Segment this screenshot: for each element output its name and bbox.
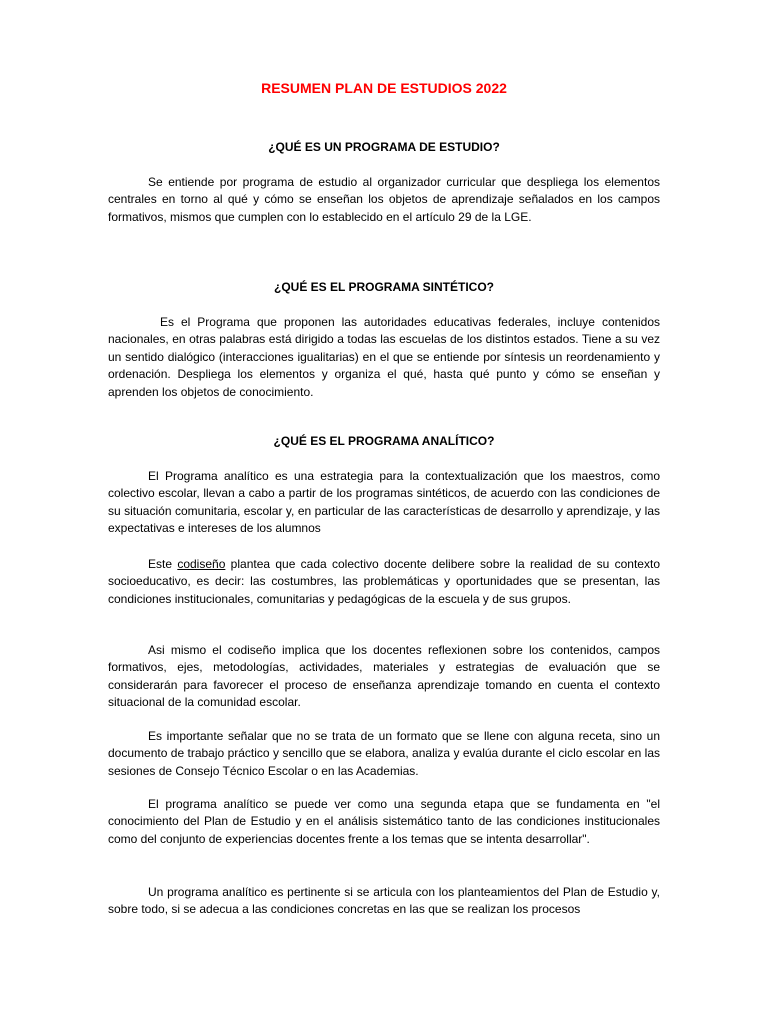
paragraph-codiseno-reflexion: Asi mismo el codiseño implica que los docentes reflexionen sobre los contenidos, campos formativos, ejes, metodologías, actividades, materiales y estrategias de evaluación que se considerarán para favorecer el proceso de enseñanza aprendizaje tomando en cuenta el contexto situacional de la comunidad escolar. bbox=[108, 643, 660, 710]
paragraph-pertinencia: Un programa analítico es pertinente si se articula con los planteamientos del Plan de Estudio y, sobre todo, si se adecua a las condiciones concretas en las que se realizan los procesos bbox=[108, 885, 660, 917]
paragraph-segunda-etapa: El programa analítico se puede ver como una segunda etapa que se fundamenta en "el conocimiento del Plan de Estudio y en el análisis sistemático tanto de las condiciones institucionales como del conjunto de experiencias docentes frente a los temas que se intenta desarrollar". bbox=[108, 797, 660, 846]
paragraph-analitico-definicion: El Programa analítico es una estrategia para la contextualización que los maestros, como colectivo escolar, llevan a cabo a partir de los programas sintéticos, de acuerdo con las condiciones de su situación comunitaria, escolar y, en particular de las características de desarrollo y aprendizaje, y las expectativas e intereses de los alumnos bbox=[108, 469, 660, 536]
section-heading-programa-de-estudio: ¿QUÉ ES UN PROGRAMA DE ESTUDIO? bbox=[268, 140, 500, 154]
paragraph-programa-de-estudio: Se entiende por programa de estudio al organizador curricular que despliega los elementos centrales en torno al qué y cómo se enseñan los objetos de aprendizaje señalados en los campos formativos, mismos que cumplen con lo establecido en el artículo 29 de la LGE. bbox=[108, 175, 660, 224]
paragraph-codiseno-rest: plantea que cada colectivo docente delibere sobre la realidad de su contexto socioeducativo, es decir: las costumbres, las problemáticas y oportunidades que se presentan, las condiciones institucionales, comunitarias y pedagógicas de la escuela y de sus grupos. bbox=[108, 557, 660, 606]
paragraph-formato: Es importante señalar que no se trata de un formato que se llene con alguna receta, sino un documento de trabajo práctico y sencillo que se elabora, analiza y evalúa durante el ciclo escolar en las sesiones de Consejo Técnico Escolar o en las Academias. bbox=[108, 729, 660, 778]
paragraph-programa-sintetico: Es el Programa que proponen las autoridades educativas federales, incluye contenidos nacionales, en otras palabras está dirigido a todas las escuelas de los distintos estados. Tiene a su vez un sentido dialógico (interacciones igualitarias) en el que se entiende por síntesis un reordenamiento y ordenación. Despliega los elementos y organiza el qué, hasta qué punto y cómo se enseñan y aprenden los objetos de conocimiento. bbox=[108, 315, 660, 399]
document-title: RESUMEN PLAN DE ESTUDIOS 2022 bbox=[261, 80, 507, 96]
section-heading-programa-sintetico: ¿QUÉ ES EL PROGRAMA SINTÉTICO? bbox=[273, 280, 494, 294]
paragraph-codiseno bbox=[108, 556, 660, 608]
section-heading-programa-analitico: ¿QUÉ ES EL PROGRAMA ANALÍTICO? bbox=[273, 434, 495, 448]
codiseno-underlined-term: codiseño bbox=[177, 557, 226, 571]
paragraph-codiseno-lead: Este bbox=[148, 557, 178, 571]
